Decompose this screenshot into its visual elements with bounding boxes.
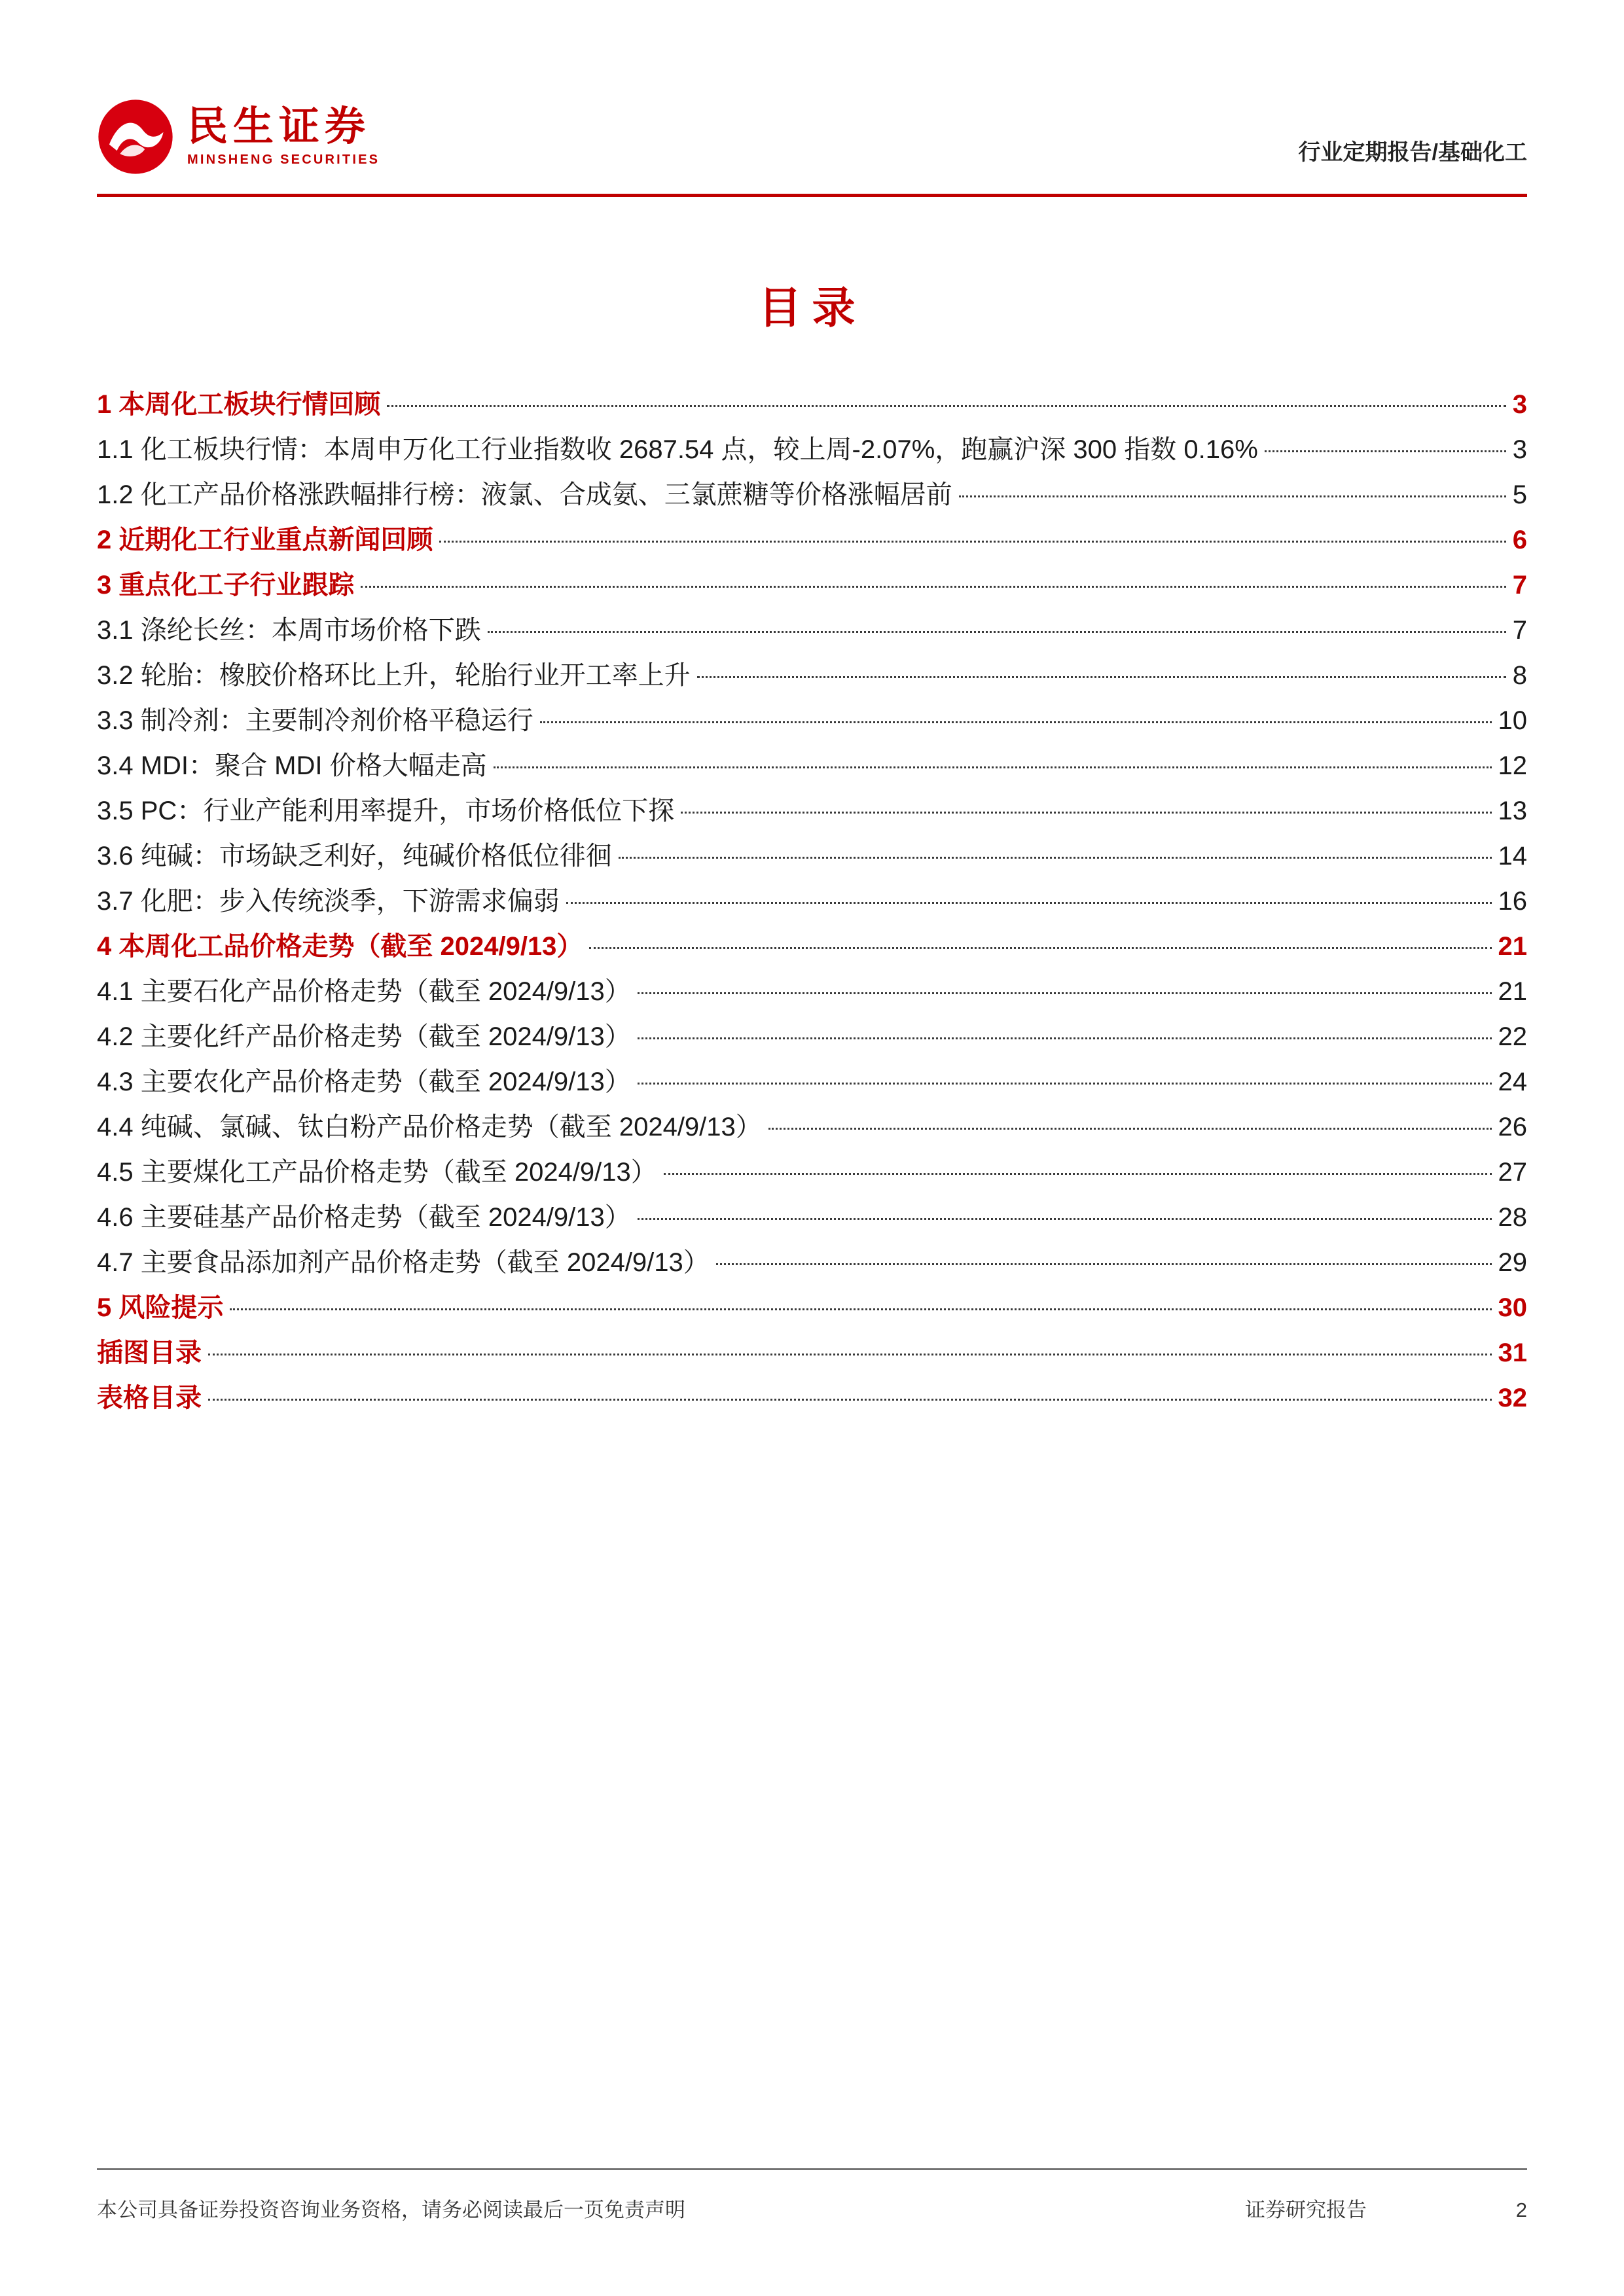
toc-dot-leader: [638, 1218, 1492, 1220]
toc-entry-label: 4.5 主要煤化工产品价格走势（截至 2024/9/13）: [97, 1158, 657, 1187]
toc-entry[interactable]: [97, 1060, 1527, 1105]
toc-dot-leader: [361, 586, 1506, 588]
toc-entry-label: 表格目录: [97, 1384, 202, 1412]
toc-entry-label: 3.5 PC：行业产能利用率提升，市场价格低位下探: [97, 797, 675, 825]
toc-entry-label: 4.2 主要化纤产品价格走势（截至 2024/9/13）: [97, 1022, 631, 1051]
report-type-label: 行业定期报告/基础化工: [1298, 140, 1527, 165]
toc-entry-page: 32: [1498, 1384, 1527, 1412]
toc-entry-page: 5: [1512, 480, 1527, 509]
toc-entry[interactable]: [97, 969, 1527, 1014]
toc-entry[interactable]: [97, 698, 1527, 744]
toc-entry[interactable]: [97, 1195, 1527, 1240]
toc-entry-page: 10: [1498, 706, 1527, 735]
toc-entry-page: 27: [1498, 1158, 1527, 1187]
toc-dot-leader: [1265, 450, 1506, 452]
toc-entry-page: 6: [1512, 526, 1527, 554]
toc-entry-page: 29: [1498, 1248, 1527, 1277]
footer-divider: [97, 2168, 1527, 2170]
toc-dot-leader: [697, 676, 1506, 678]
page-footer: [97, 2168, 1527, 2223]
toc-entry[interactable]: [97, 879, 1527, 924]
toc-entry[interactable]: [97, 834, 1527, 879]
toc-entry-label: 1.2 化工产品价格涨跌幅排行榜：液氯、合成氨、三氯蔗糖等价格涨幅居前: [97, 480, 952, 509]
toc-entry[interactable]: [97, 1331, 1527, 1376]
toc-dot-leader: [387, 405, 1506, 407]
toc-dot-leader: [230, 1308, 1491, 1310]
toc-entry-page: 12: [1498, 751, 1527, 780]
toc-entry-page: 21: [1498, 932, 1527, 961]
toc-entry[interactable]: [97, 744, 1527, 789]
toc-dot-leader: [566, 902, 1492, 904]
toc-title: 目录: [758, 283, 866, 332]
toc-dot-leader: [681, 812, 1491, 814]
toc-entry-label: 1 本周化工板块行情回顾: [97, 390, 381, 419]
toc-dot-leader: [768, 1128, 1492, 1130]
toc-dot-leader: [208, 1354, 1492, 1355]
footer-report-label: 证券研究报告: [1245, 2198, 1367, 2221]
toc-entry[interactable]: [97, 924, 1527, 969]
toc-entry[interactable]: [97, 473, 1527, 518]
toc-entry-label: 4.7 主要食品添加剂产品价格走势（截至 2024/9/13）: [97, 1248, 710, 1277]
toc-entry[interactable]: [97, 382, 1527, 427]
toc-entry[interactable]: [97, 789, 1527, 834]
toc-dot-leader: [638, 992, 1492, 994]
toc-dot-leader: [959, 495, 1506, 497]
toc-entry[interactable]: [97, 518, 1527, 563]
toc-entry[interactable]: [97, 653, 1527, 698]
toc-entry-page: 14: [1498, 842, 1527, 870]
footer-page-number: 2: [1515, 2198, 1527, 2221]
toc-entry-page: 7: [1512, 616, 1527, 645]
toc-entry-page: 21: [1498, 977, 1527, 1006]
toc-dot-leader: [638, 1083, 1492, 1085]
toc-entry[interactable]: [97, 563, 1527, 608]
toc-entry-page: 30: [1498, 1293, 1527, 1322]
toc-entry[interactable]: [97, 1014, 1527, 1060]
footer-row: [97, 2193, 1527, 2223]
toc-dot-leader: [208, 1399, 1492, 1401]
toc-entry-label: 3.4 MDI：聚合 MDI 价格大幅走高: [97, 751, 487, 780]
brand-text: [187, 103, 380, 168]
toc-entry-page: 13: [1498, 797, 1527, 825]
toc-entry-label: 1.1 化工板块行情：本周申万化工行业指数收 2687.54 点，较上周-2.07%，跑赢沪深 300 指数 0.16%: [97, 435, 1258, 464]
header-divider: [97, 194, 1527, 197]
brand-name-cn: 民生证券: [187, 103, 371, 149]
toc-entry-page: 22: [1498, 1022, 1527, 1051]
page-header: [97, 98, 1527, 175]
toc-entry[interactable]: [97, 1285, 1527, 1331]
toc-entry-page: 3: [1512, 435, 1527, 464]
toc-entry-page: 26: [1498, 1113, 1527, 1141]
toc-entry-page: 7: [1512, 571, 1527, 600]
toc-dot-leader: [439, 541, 1506, 543]
toc-entry-label: 3.1 涤纶长丝：本周市场价格下跌: [97, 616, 481, 645]
toc-entry[interactable]: [97, 1376, 1527, 1421]
toc-section: [97, 273, 1527, 1421]
toc-entry-page: 8: [1512, 661, 1527, 690]
toc-entry[interactable]: [97, 1105, 1527, 1150]
toc-dot-leader: [589, 947, 1491, 949]
toc-entry-label: 3 重点化工子行业跟踪: [97, 571, 355, 600]
toc-dot-leader: [619, 857, 1492, 859]
toc-dot-leader: [540, 721, 1492, 723]
toc-entry[interactable]: [97, 1150, 1527, 1195]
brand-block: [97, 98, 380, 175]
footer-disclaimer: 本公司具备证券投资咨询业务资格，请务必阅读最后一页免责声明: [97, 2198, 685, 2221]
toc-entry-label: 5 风险提示: [97, 1293, 224, 1322]
toc-list: [97, 382, 1527, 1421]
toc-dot-leader: [638, 1037, 1492, 1039]
toc-entry[interactable]: [97, 1240, 1527, 1285]
toc-entry-label: 3.2 轮胎：橡胶价格环比上升，轮胎行业开工率上升: [97, 661, 691, 690]
toc-entry-label: 3.3 制冷剂：主要制冷剂价格平稳运行: [97, 706, 533, 735]
toc-dot-leader: [664, 1173, 1492, 1175]
toc-dot-leader: [488, 631, 1506, 633]
toc-entry-label: 2 近期化工行业重点新闻回顾: [97, 526, 433, 554]
minsheng-logo-icon: [97, 98, 174, 175]
toc-dot-leader: [716, 1263, 1492, 1265]
toc-entry-label: 4 本周化工品价格走势（截至 2024/9/13）: [97, 932, 583, 961]
toc-entry-label: 4.3 主要农化产品价格走势（截至 2024/9/13）: [97, 1067, 631, 1096]
toc-entry-label: 插图目录: [97, 1338, 202, 1367]
toc-entry[interactable]: [97, 427, 1527, 473]
toc-entry-page: 31: [1498, 1338, 1527, 1367]
toc-dot-leader: [494, 766, 1492, 768]
toc-entry-label: 3.6 纯碱：市场缺乏利好，纯碱价格低位徘徊: [97, 842, 612, 870]
toc-entry-label: 3.7 化肥：步入传统淡季，下游需求偏弱: [97, 887, 560, 916]
toc-entry-label: 4.6 主要硅基产品价格走势（截至 2024/9/13）: [97, 1203, 631, 1232]
toc-entry[interactable]: [97, 608, 1527, 653]
toc-entry-label: 4.4 纯碱、氯碱、钛白粉产品价格走势（截至 2024/9/13）: [97, 1113, 762, 1141]
toc-entry-label: 4.1 主要石化产品价格走势（截至 2024/9/13）: [97, 977, 631, 1006]
toc-entry-page: 24: [1498, 1067, 1527, 1096]
toc-entry-page: 3: [1512, 390, 1527, 419]
toc-entry-page: 28: [1498, 1203, 1527, 1232]
toc-entry-page: 16: [1498, 887, 1527, 916]
brand-name-en: MINSHENG SECURITIES: [187, 152, 380, 168]
